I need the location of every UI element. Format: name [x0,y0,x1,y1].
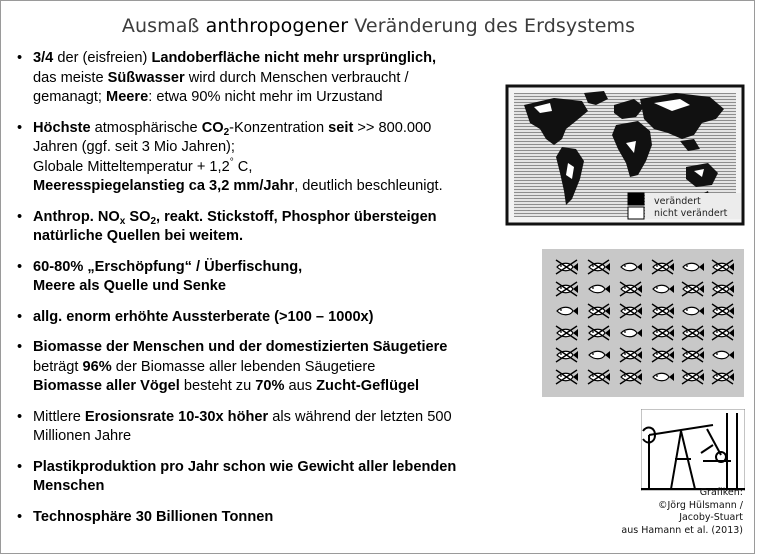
text: natürliche Quellen bei weitem. [33,228,244,244]
text: 2 [223,126,230,138]
text: der Biomasse aller lebenden Säugetiere [111,358,376,375]
title-part-3: Veränderung des Erdsystems [348,15,636,37]
text: 70% [255,378,285,394]
world-map-illustration [504,83,746,229]
text: besteht zu [179,378,256,394]
text: 2 [150,215,157,227]
text: Zucht-Geflügel [316,378,420,394]
bullet-nitrogen-phosphor [15,208,515,247]
text: CO [201,119,224,136]
text: Anthrop. NO [33,208,120,225]
bullet-erosion [15,408,515,447]
bullet-land-water [15,49,515,108]
bullet-plastic [15,458,515,497]
text: Meere [106,89,149,105]
text: Menschen [33,478,105,494]
bullet-biomass [15,338,515,397]
oil-pump-illustration [641,409,745,491]
text: allg. enorm erhöhte Aussterberate (>100 – 1000x) [33,308,374,325]
text: Globale Mitteltemperatur + 1,2 [33,158,230,175]
text: Meere als Quelle und Senke [33,278,227,294]
slide-title [1,15,756,37]
text: 60-80% „Erschöpfung“ / Überfischung, [33,258,303,275]
text: 3/4 [33,50,54,66]
text: Plastikproduktion pro Jahr schon wie Gewicht aller lebenden [33,458,457,475]
text: Süßwasser [107,69,185,86]
text: Biomasse der Menschen und der domestizierten Säugetiere [33,339,448,355]
text: Höchste [33,119,91,136]
credit-line: aus Hamann et al. (2013) [621,524,743,536]
text: -Konzentration [229,119,329,136]
text: , reakt. Stickstoff, Phosphor übersteigen [156,208,437,225]
text: atmosphärische [90,119,202,136]
bullet-technosphere [15,508,515,528]
legend-swatch-changed [628,193,644,205]
title-emphasis: anthropogener [205,15,349,37]
legend-changed: verändert [654,196,701,207]
fish-grid-illustration [542,249,744,397]
bullet-overfishing [15,258,515,297]
legend-swatch-unchanged [628,207,644,219]
text: ° [229,156,234,168]
credit-line: ©Jörg Hülsmann / [658,499,743,511]
text: der (eisfreien) [53,50,152,66]
text: Millionen Jahre [33,428,132,444]
text: : etwa 90% nicht mehr im Urzustand [148,89,383,105]
bullet-extinction [15,308,515,328]
bullet-co2-climate [15,119,515,197]
text: Technosphäre 30 Billionen Tonnen [33,508,274,525]
text: x [119,215,126,227]
text: Jahren (ggf. seit 3 Mio Jahren); [33,139,235,155]
text: beträgt [33,358,83,375]
text: aus [284,378,317,394]
credit-line: Grafiken: [699,487,743,498]
text: das meiste [33,69,108,86]
image-credit [537,487,743,537]
text: SO [125,208,151,225]
text: Meeresspiegelanstieg ca 3,2 mm/Jahr [33,178,295,194]
text: , deutlich beschleunigt. [294,178,443,194]
legend-unchanged: nicht verändert [654,208,728,219]
text: als während der letzten 500 [268,408,452,425]
text: Landoberfläche nicht mehr ursprünglich [151,50,432,66]
text: C, [233,158,253,175]
credit-line: Jacoby-Stuart [679,512,743,523]
text: gemanagt; [33,89,107,105]
bullet-list [15,49,515,538]
text: Biomasse aller Vögel [33,378,180,394]
text: seit [328,119,354,136]
text: Erosionsrate 10-30x höher [84,408,269,425]
text: wird durch Menschen verbraucht / [184,69,409,86]
text: >> 800.000 [353,119,432,136]
text: 96% [82,358,112,375]
text: , [432,50,437,66]
text: Mittlere [33,408,85,425]
title-part-1: Ausmaß [121,15,206,37]
